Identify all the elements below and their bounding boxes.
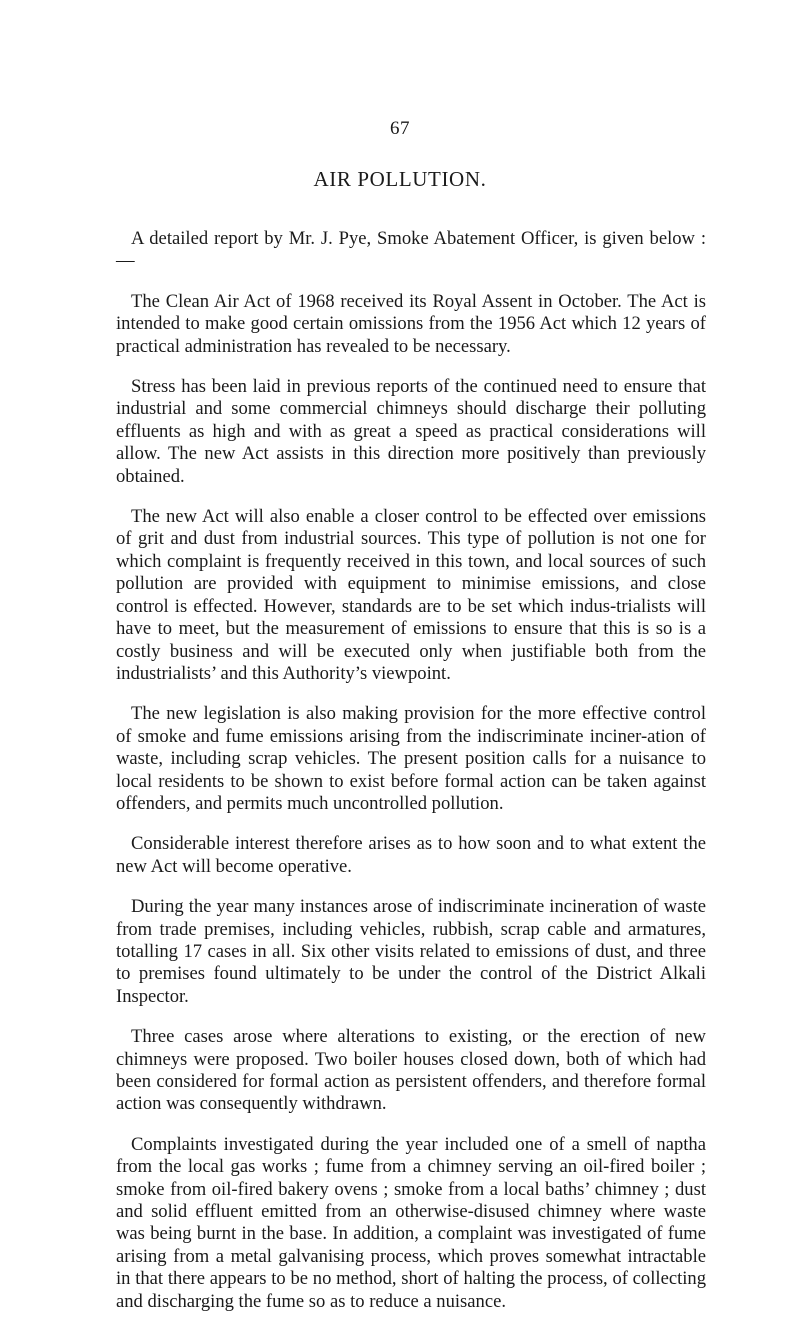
paragraph-chimney-stress: Stress has been laid in previous reports of the continued need to ensure that industrial and some commercial chimneys should discharge their polluting effluents as high and with as great a speed as practical considerations will allow. The new Act assists in this direction more positively than previously obtained.	[116, 376, 706, 487]
page-title: AIR POLLUTION.	[313, 167, 487, 191]
page-number: 67	[390, 118, 410, 139]
report-body	[116, 228, 706, 1331]
paragraph-new-legislation: The new legislation is also making provision for the more effective control of smoke and fume emissions arising from the indiscriminate inciner-ation of waste, including scrap vehicles. The present position calls for a nuisance to local residents to be shown to exist before formal action can be taken against offenders, and permits much uncontrolled pollution.	[116, 703, 706, 814]
paragraph-grit-dust: The new Act will also enable a closer control to be effected over emissions of grit and dust from industrial sources. This type of pollution is not one for which complaint is frequently received in this town, and local sources of such pollution are provided with equipment to minimise emissions, and close control is effected. However, standards are to be set which indus-trialists will have to meet, but the measurement of emissions to ensure that this is so is a costly business and will be executed only when justifiable both from the industrialists’ and this Authority’s viewpoint.	[116, 506, 706, 684]
paragraph-interest: Considerable interest therefore arises as to how soon and to what extent the new Act will become operative.	[116, 833, 706, 877]
paragraph-incineration: During the year many instances arose of indiscriminate incineration of waste from trade premises, including vehicles, rubbish, scrap cable and armatures, totalling 17 cases in all. Six other visits related to emissions of dust, and three to premises found ultimately to be under the control of the District Alkali Inspector.	[116, 896, 706, 1007]
paragraph-chimney-alterations: Three cases arose where alterations to existing, or the erection of new chimneys were proposed. Two boiler houses closed down, both of which had been considered for formal action as persistent offenders, and therefore formal action was consequently withdrawn.	[116, 1026, 706, 1115]
paragraph-complaints: Complaints investigated during the year included one of a smell of naptha from the local gas works ; fume from a chimney serving an oil-fired boiler ; smoke from oil-fired bakery ovens ; smoke from a local baths’ chimney ; dust and solid effluent emitted from an otherwise-disused chimney where waste was being burnt in the base. In addition, a complaint was investigated of fume arising from a metal galvanising process, which proves somewhat intractable in that there appears to be no method, short of halting the process, of collecting and discharging the fume so as to reduce a nuisance.	[116, 1133, 706, 1312]
paragraph-clean-air-act: The Clean Air Act of 1968 received its Royal Assent in October. The Act is intended to make good certain omissions from the 1956 Act which 12 years of practical administration has revealed to be necessary.	[116, 290, 706, 357]
paragraph-intro: A detailed report by Mr. J. Pye, Smoke Abatement Officer, is given below :—	[116, 228, 706, 272]
